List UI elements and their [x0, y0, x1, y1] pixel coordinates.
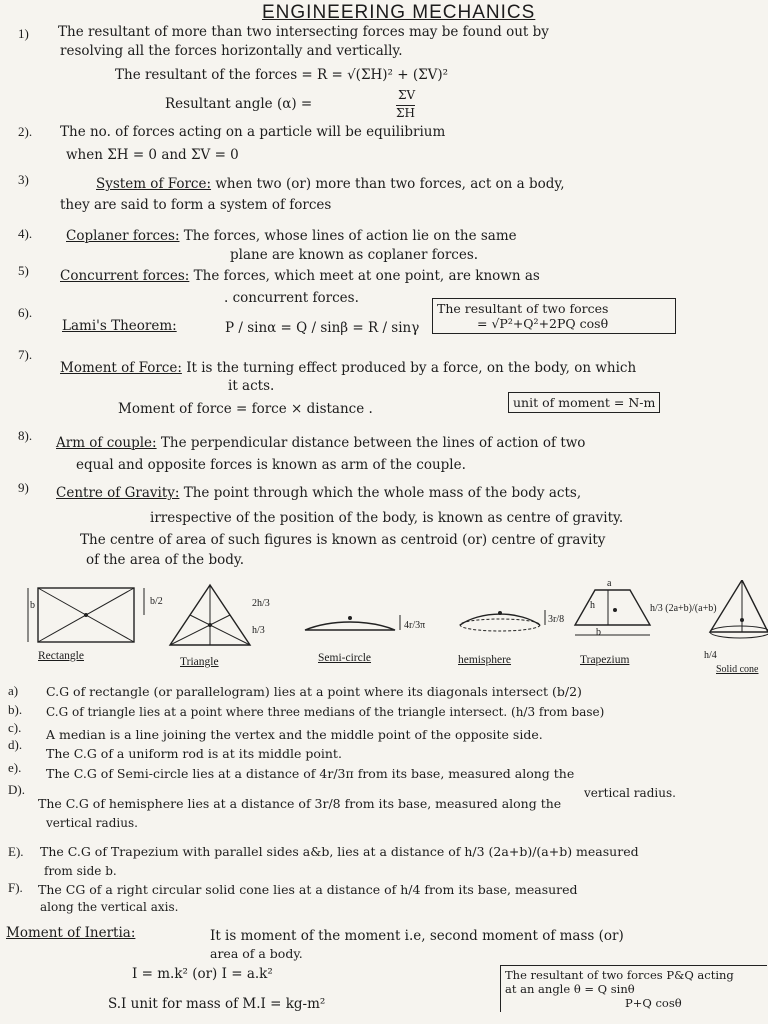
cg-semicircle-text2: vertical radius.: [584, 786, 676, 800]
item-text: it acts.: [228, 378, 275, 394]
item-number: 4).: [18, 226, 33, 241]
item-text: . concurrent forces.: [224, 290, 359, 306]
box-text: The resultant of two forces P&Q acting: [505, 968, 734, 982]
figure-label-hemisphere: hemisphere: [458, 654, 512, 666]
term-label: Moment of Inertia:: [6, 925, 136, 941]
trap-f-label: h/3 (2a+b)/(a+b): [650, 603, 717, 614]
term-label: Concurrent forces:: [60, 268, 190, 284]
box-text: P+Q cosθ: [625, 996, 682, 1010]
cg-figures: [20, 580, 768, 680]
cg-cone-text2: along the vertical axis.: [40, 900, 179, 914]
item-text: resolving all the forces horizontally and vertically.: [60, 43, 403, 59]
cg-hemisphere-text: The C.G of hemisphere lies at a distance of 3r/8 from its base, measured along the: [38, 796, 562, 811]
mi-unit: S.I unit for mass of M.I = kg-m²: [108, 996, 326, 1012]
figure-label-rectangle: Rectangle: [38, 650, 84, 662]
resultant-box: [432, 298, 676, 334]
item-number: 9): [18, 480, 29, 495]
item-text: when two (or) more than two forces, act on a body,: [215, 176, 565, 192]
cg-trapezium-text2: from side b.: [44, 864, 117, 878]
item-text: The perpendicular distance between the lines of action of two: [160, 435, 586, 451]
term-label: Lami's Theorem:: [62, 318, 177, 334]
semicircle-figure: [305, 615, 400, 630]
tri-2h3-label: 2h/3: [252, 598, 270, 609]
formula-angle: Resultant angle (α) =: [165, 96, 313, 112]
term-label: Coplaner forces:: [66, 228, 180, 244]
item-number: 2).: [18, 124, 33, 139]
hemi-r-label: 3r/8: [548, 614, 565, 625]
item-number: E).: [8, 844, 24, 859]
triangle-figure: [170, 585, 250, 645]
mi-formula: I = m.k² (or) I = a.k²: [132, 966, 273, 982]
cone-h-label: h/4: [704, 650, 717, 661]
item-number: d).: [8, 737, 23, 752]
trap-a-label: a: [607, 578, 612, 589]
mi-text: It is moment of the moment i.e, second moment of mass (or): [210, 928, 624, 944]
item-number: D).: [8, 782, 25, 797]
item-text: they are said to form a system of forces: [60, 197, 332, 213]
item-text: The resultant of more than two intersecting forces may be found out by: [58, 24, 549, 40]
item-number: b).: [8, 702, 23, 717]
figure-label-cone: Solid cone: [716, 664, 759, 675]
item-text: equal and opposite forces is known as arm of the couple.: [76, 457, 466, 473]
item-text: plane are known as coplaner forces.: [230, 247, 479, 263]
item-number: 7).: [18, 347, 33, 362]
cg-triangle-text: C.G of triangle lies at a point where three medians of the triangle intersect. (h/3 from base): [46, 705, 605, 719]
resultant-angle-box: [500, 965, 767, 1012]
rect-b-label: b: [30, 600, 35, 611]
term-label: Centre of Gravity:: [56, 485, 180, 501]
box-text: The resultant of two forces: [437, 301, 609, 316]
cone-figure: [710, 580, 768, 638]
cg-semicircle-text: The C.G of Semi-circle lies at a distance of 4r/3π from its base, measured along the: [46, 766, 575, 781]
figure-label-triangle: Triangle: [180, 656, 219, 668]
box-text: at an angle θ = Q sinθ: [505, 982, 635, 996]
mi-text2: area of a body.: [210, 946, 303, 961]
term-label: System of Force:: [96, 176, 212, 192]
item-text: The centre of area of such figures is known as centroid (or) centre of gravity: [80, 532, 606, 548]
term-label: Moment of Force:: [60, 360, 182, 376]
semi-r-label: 4r/3π: [404, 620, 426, 631]
item-text: of the area of the body.: [86, 552, 244, 568]
item-text: Moment of force = force × distance .: [118, 401, 373, 417]
fraction-numerator: ΣV: [398, 88, 416, 102]
box-text: = √P²+Q²+2PQ cosθ: [477, 316, 609, 331]
figure-label-semicircle: Semi-circle: [318, 652, 372, 664]
item-text: The no. of forces acting on a particle will be equilibrium: [60, 124, 446, 140]
item-number: 3): [18, 172, 29, 187]
item-text: It is the turning effect produced by a force, on the body, on which: [186, 360, 637, 376]
item-text: The forces, which meet at one point, are known as: [193, 268, 540, 284]
item-number: 6).: [18, 305, 33, 320]
item-number: 1): [18, 26, 29, 41]
median-text: A median is a line joining the vertex and the middle point of the opposite side.: [46, 727, 543, 742]
term-label: Arm of couple:: [56, 435, 157, 451]
rod-text: The C.G of a uniform rod is at its middle point.: [46, 746, 342, 761]
lami-formula: P / sinα = Q / sinβ = R / sinγ: [225, 320, 420, 336]
unit-box: unit of moment = N-m: [508, 392, 660, 413]
item-number: c).: [8, 720, 22, 735]
item-number: 8).: [18, 428, 33, 443]
rectangle-figure: [28, 588, 144, 642]
fraction-denominator: ΣH: [396, 106, 415, 120]
cg-cone-text: The CG of a right circular solid cone lies at a distance of h/4 from its base, measured: [38, 882, 578, 897]
hemisphere-figure: [460, 610, 545, 631]
item-text: when ΣH = 0 and ΣV = 0: [66, 147, 239, 163]
trap-h-label: h: [590, 600, 595, 611]
formula-resultant: The resultant of the forces = R = √(ΣH)² + (ΣV)²: [115, 67, 449, 83]
item-text: irrespective of the position of the body, is known as centre of gravity.: [150, 510, 624, 526]
item-number: 5): [18, 263, 29, 278]
trapezium-figure: [575, 590, 650, 635]
trap-b-label: b: [596, 627, 601, 638]
item-text: The point through which the whole mass of the body acts,: [183, 485, 582, 501]
rect-b2-label: b/2: [150, 596, 163, 607]
cg-rectangle-text: C.G of rectangle (or parallelogram) lies at a point where its diagonals intersect (b/2): [46, 684, 582, 699]
cg-trapezium-text: The C.G of Trapezium with parallel sides a&b, lies at a distance of h/3 (2a+b)/(a+b) measured: [40, 844, 639, 859]
item-text: The forces, whose lines of action lie on the same: [183, 228, 517, 244]
item-number: F).: [8, 880, 23, 895]
figure-label-trapezium: Trapezium: [580, 654, 630, 666]
page-title: ENGINEERING MECHANICS: [262, 2, 536, 23]
cg-hemisphere-text2: vertical radius.: [46, 816, 138, 830]
item-number: e).: [8, 760, 22, 775]
tri-h3-label: h/3: [252, 625, 265, 636]
item-number: a): [8, 683, 19, 698]
